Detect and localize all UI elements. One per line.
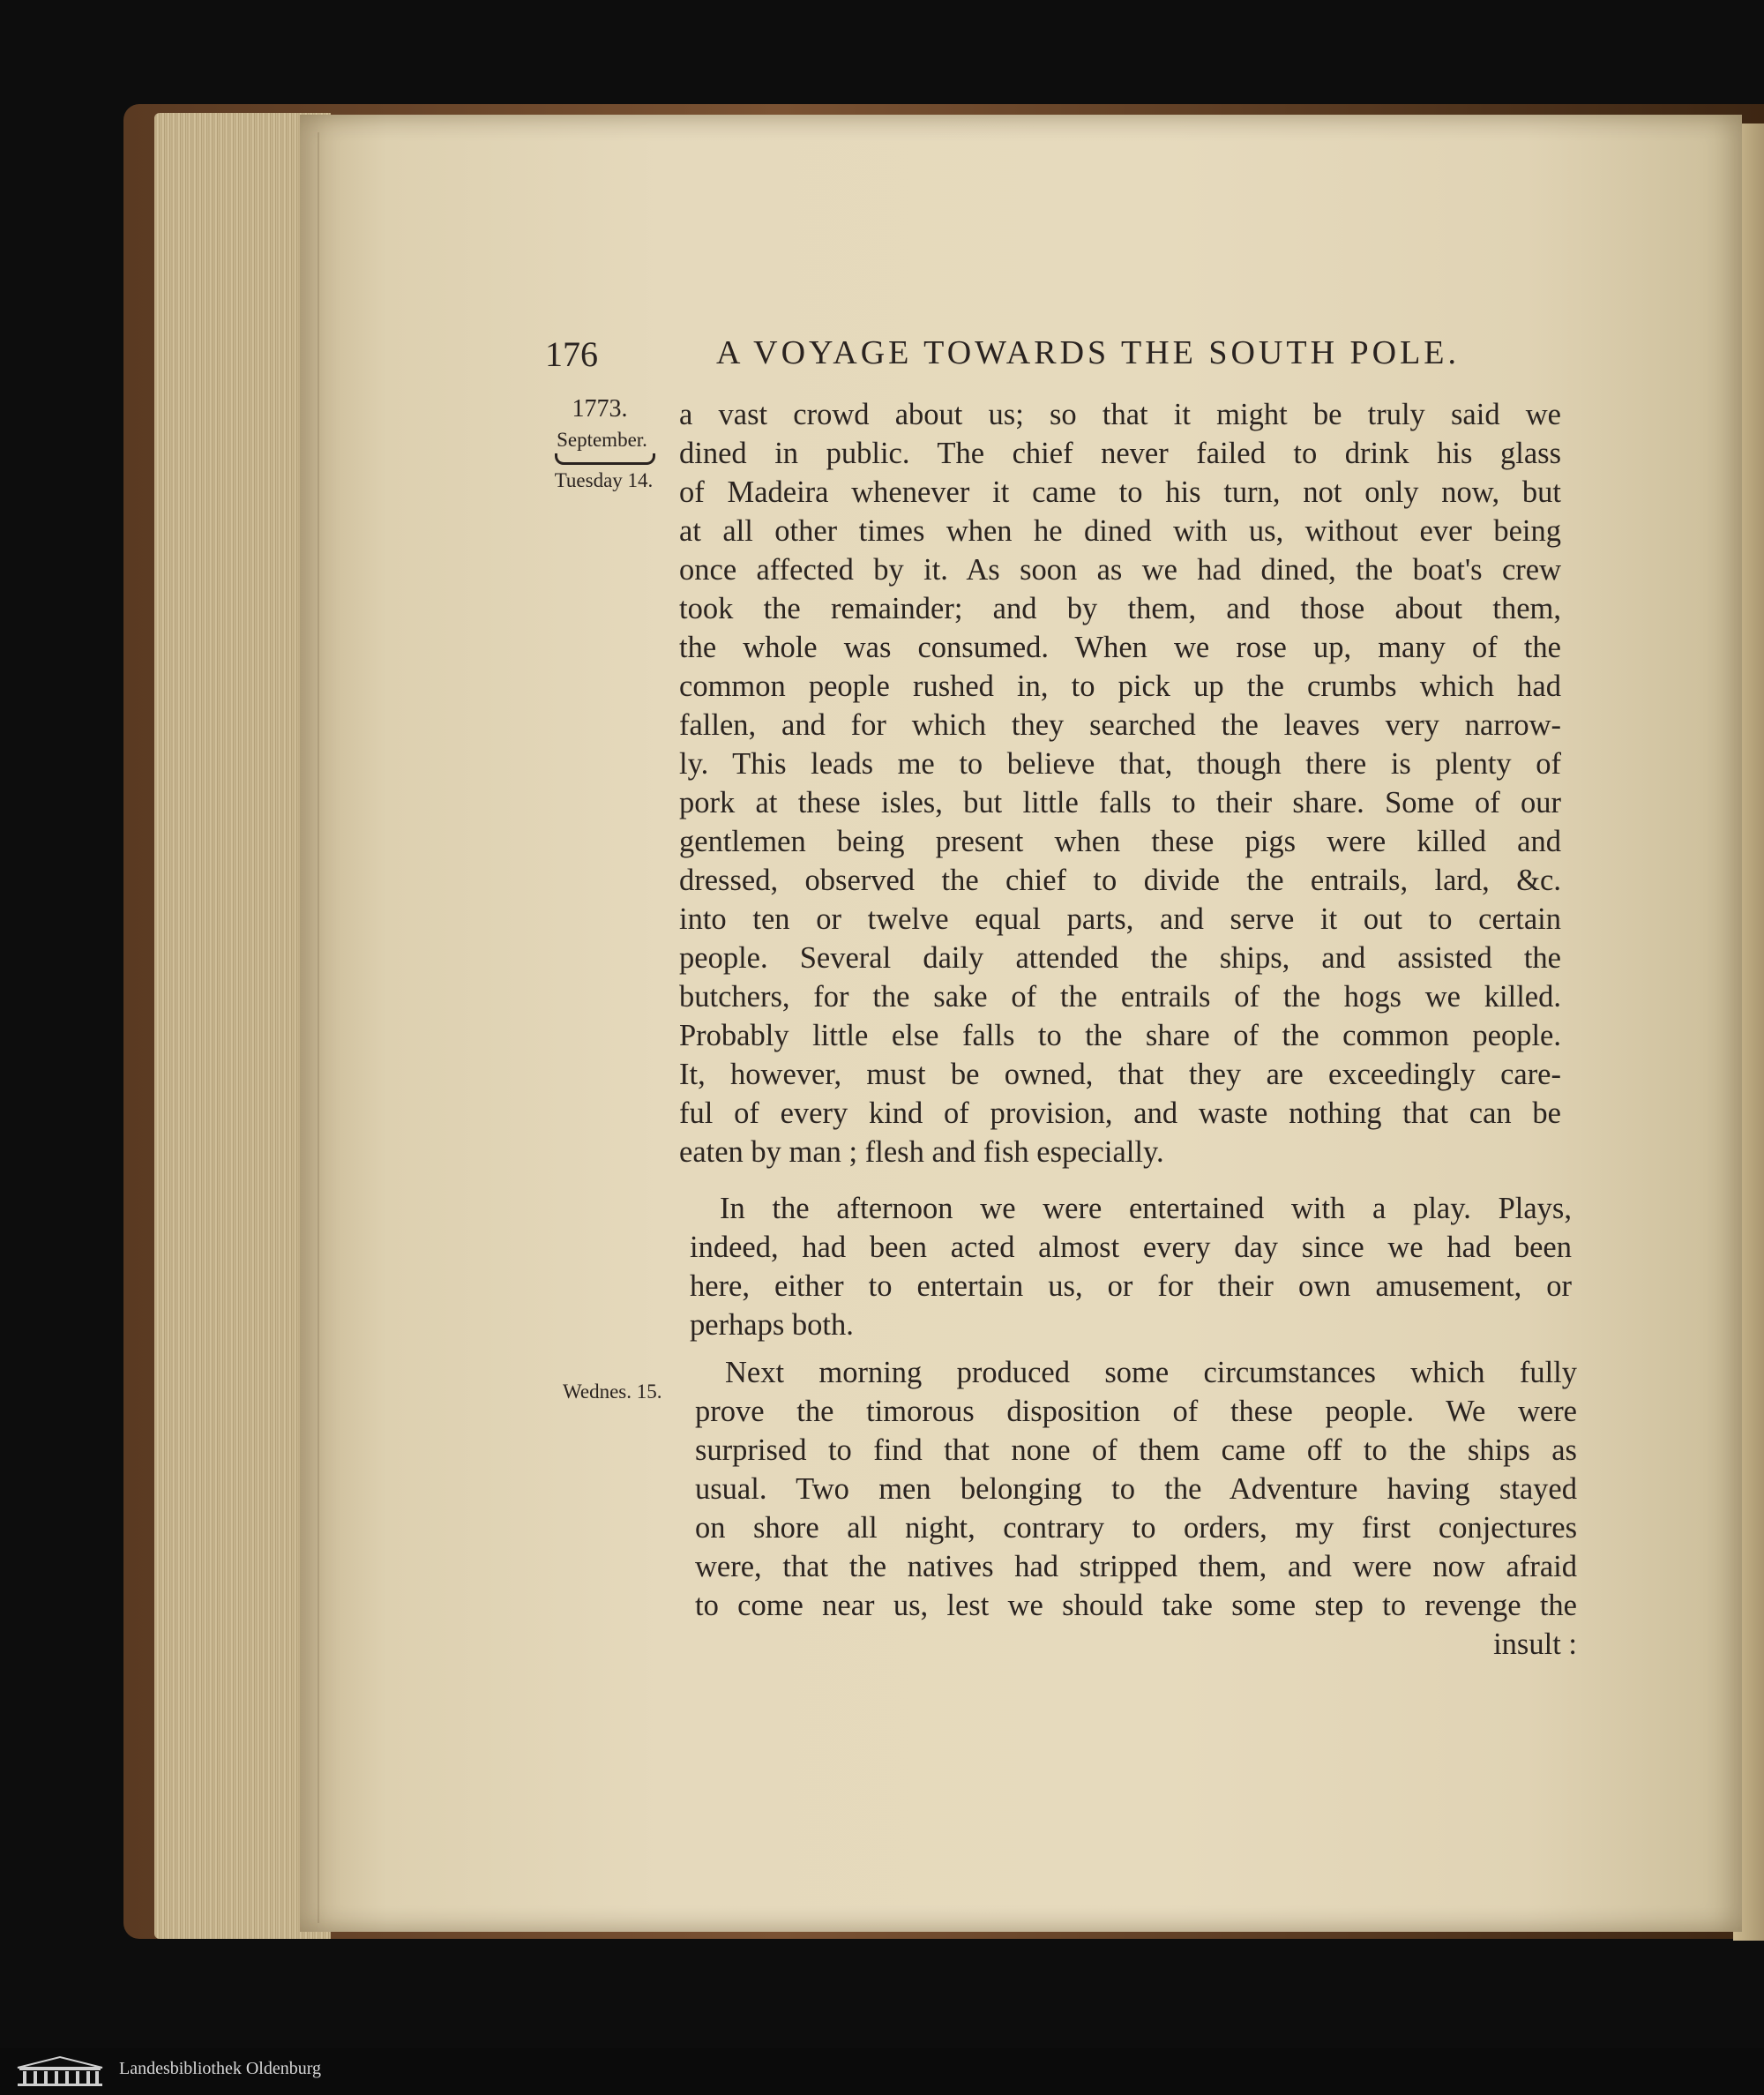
text-line: In the afternoon we were entertained with a play. Plays, [720,1192,1572,1225]
margin-date-wednesday: Wednes. 15. [563,1380,662,1403]
margin-month: September. [557,429,647,451]
text-line: at all other times when he dined with us, without ever being [679,514,1561,548]
text-line: eaten by man ; flesh and fish especially. [679,1135,1164,1169]
margin-brace [555,453,655,465]
page-title: A VOYAGE TOWARDS THE SOUTH POLE. [716,334,1461,371]
text-line: dressed, observed the chief to divide the entrails, lard, &c. [679,864,1561,897]
text-line: gentlemen being present when these pigs were killed and [679,825,1561,858]
text-line: prove the timorous disposition of these people. We were [695,1395,1577,1428]
text-line: fallen, and for which they searched the leaves very narrow- [679,708,1561,742]
text-line: on shore all night, contrary to orders, my first conjectures [695,1511,1577,1545]
running-head [0,333,1764,383]
library-building-icon [16,2055,104,2087]
text-line: perhaps both. [690,1308,854,1342]
text-line: Probably little else falls to the share of the common people. [679,1019,1561,1052]
text-line: surprised to find that none of them came off to the ships as [695,1433,1577,1467]
text-line: ly. This leads me to believe that, though there is plenty of [679,747,1561,781]
paragraph-1 [679,395,1561,1171]
text-line: dined in public. The chief never failed to drink his glass [679,437,1561,470]
text-line: here, either to entertain us, or for their own amusement, or [690,1269,1572,1303]
text-line: It, however, must be owned, that they are exceedingly care- [679,1058,1561,1091]
footer-bar [0,2048,1764,2095]
text-line: common people rushed in, to pick up the crumbs which had [679,670,1561,703]
text-line: the whole was consumed. When we rose up, many of the [679,631,1561,664]
catchword: insult : [1493,1627,1577,1661]
text-line: to come near us, lest we should take some step to revenge the [695,1589,1577,1622]
text-line: butchers, for the sake of the entrails of the hogs we killed. [679,980,1561,1014]
text-line: usual. Two men belonging to the Adventure having stayed [695,1472,1577,1506]
page-number: 176 [545,334,598,374]
text-line: Next morning produced some circumstances which fully [725,1356,1577,1389]
text-line: a vast crowd about us; so that it might be truly said we [679,398,1561,431]
paragraph-3 [695,1353,1577,1664]
paragraph-2 [690,1189,1572,1344]
text-line: of Madeira whenever it came to his turn, not only now, but [679,475,1561,509]
library-name: Landesbibliothek Oldenburg [119,2059,322,2078]
text-line: indeed, had been acted almost every day since we had been [690,1231,1572,1264]
text-line: into ten or twelve equal parts, and serve it out to certain [679,902,1561,936]
margin-year: 1773. [572,395,628,423]
text-line: once affected by it. As soon as we had dined, the boat's crew [679,553,1561,587]
text-line: took the remainder; and by them, and those about them, [679,592,1561,625]
text-line: pork at these isles, but little falls to their share. Some of our [679,786,1561,819]
text-line: people. Several daily attended the ships, and assisted the [679,941,1561,975]
text-line: ful of every kind of provision, and waste nothing that can be [679,1096,1561,1130]
margin-date-tuesday: Tuesday 14. [554,469,654,491]
text-line: were, that the natives had stripped them, and were now afraid [695,1550,1577,1583]
